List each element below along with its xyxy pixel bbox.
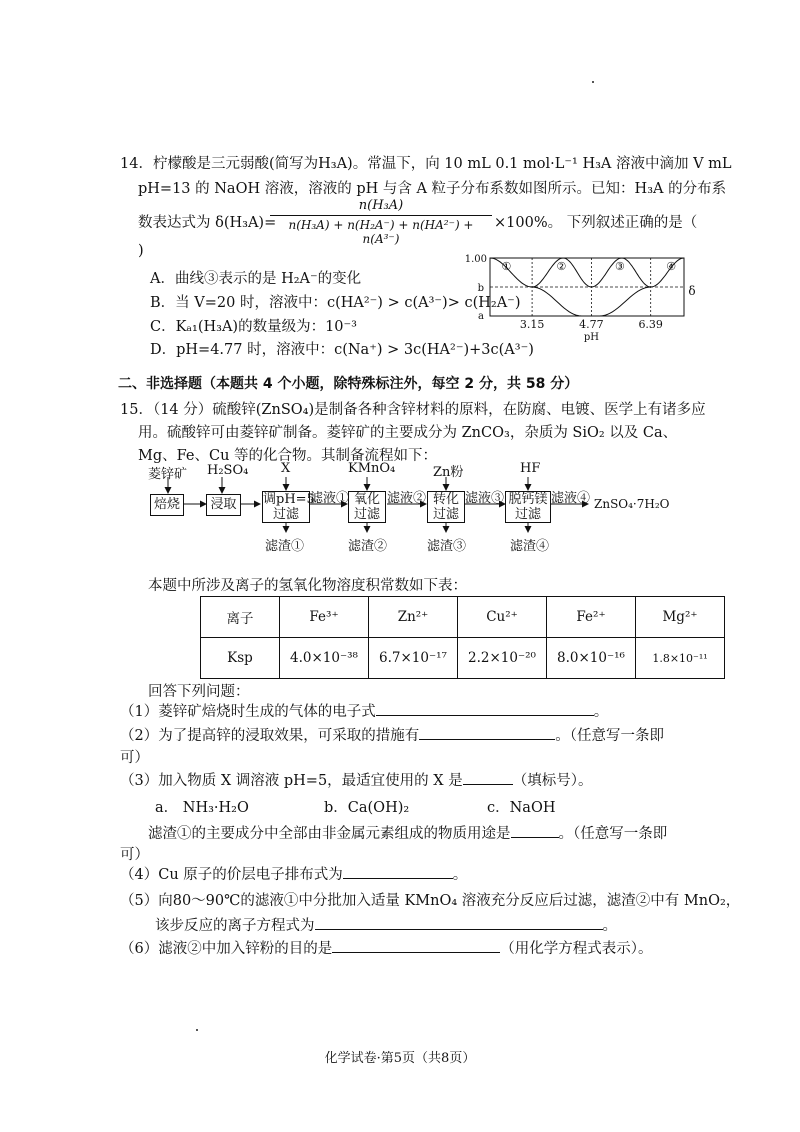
q14-option-b: B．当 V=20 时，溶液中：c(HA²⁻) > c(A³⁻)> c(H₂A⁻) xyxy=(150,295,521,311)
q15-line2: 用。硫酸锌可由菱锌矿制备。菱锌矿的主要成分为 ZnCO₃，杂质为 SiO₂ 以及 Ca、 xyxy=(138,425,678,441)
q3b-continue: 可） xyxy=(120,847,149,863)
filtrate-2: 滤液② xyxy=(387,491,427,506)
residue-3: 滤渣③ xyxy=(427,539,467,554)
curve-label: ③ xyxy=(615,260,625,273)
q14-line4: ) xyxy=(138,243,144,259)
answer-blank[interactable] xyxy=(332,938,500,953)
q3b-end: 。（任意写一条即 xyxy=(558,826,668,842)
step-convert: 转化 过滤 xyxy=(427,491,465,523)
q15-sub4 xyxy=(120,863,467,884)
q15-line1: 15．（14 分）硫酸锌(ZnSO₄)是制备各种含锌材料的原料，在防腐、电镀、医学上有诸多应 xyxy=(120,402,706,418)
table-row xyxy=(201,597,725,638)
ksp-table xyxy=(200,596,725,679)
table-cell: Cu²⁺ xyxy=(458,597,547,638)
y-axis-label: δ xyxy=(688,284,696,298)
product-label: ZnSO₄·7H₂O xyxy=(594,497,670,511)
q3-text: （3）加入物质 X 调溶液 pH=5，最适宜使用的 X 是 xyxy=(120,773,463,789)
curve-label: ② xyxy=(556,260,567,273)
answer-intro: 回答下列问题： xyxy=(148,684,250,700)
reagent-zn: Zn粉 xyxy=(433,465,464,480)
q14-option-d: D．pH=4.77 时，溶液中：c(Na⁺) > 3c(HA²⁻)+3c(A³⁻) xyxy=(150,342,534,358)
answer-blank[interactable] xyxy=(463,770,513,785)
q14-formula-suffix: ×100%。 下列叙述正确的是（ xyxy=(494,215,698,231)
q15-sub2 xyxy=(120,724,664,745)
q14-fraction xyxy=(270,198,492,246)
q3-option-b: b．Ca(OH)₂ xyxy=(324,800,410,816)
q2-continue: 可） xyxy=(120,750,149,766)
table-cell: Zn²⁺ xyxy=(369,597,458,638)
x-tick-label: 3.15 xyxy=(519,318,545,331)
q3-option-a: a． NH₃·H₂O xyxy=(155,800,249,816)
q4-text: （4）Cu 原子的价层电子排布式为 xyxy=(120,867,343,883)
q4-end: 。 xyxy=(452,867,468,883)
q14-option-c: C．Kₐ₁(H₃A)的数量级为：10⁻³ xyxy=(150,319,357,335)
q6-text: （6）滤液②中加入锌粉的目的是 xyxy=(120,941,333,957)
y-tick-label: a xyxy=(478,311,484,322)
page-footer: 化学试卷·第5页（共8页） xyxy=(324,1051,476,1066)
q14-line1: 14．柠檬酸是三元弱酸(简写为H₃A)。常温下，向 10 mL 0.1 mol·L⁻¹ H₃A 溶液中滴加 V mL xyxy=(120,156,732,172)
q15-sub3 xyxy=(120,769,592,790)
q1-text: （1）菱锌矿焙烧时生成的气体的电子式 xyxy=(120,704,376,720)
q2-text: （2）为了提高锌的浸取效果，可采取的措施有 xyxy=(120,728,420,744)
step-roast: 焙烧 xyxy=(150,494,184,516)
x-axis-label: pH xyxy=(583,332,599,343)
table-cell: 8.0×10⁻¹⁶ xyxy=(547,638,636,679)
speck xyxy=(196,1029,198,1031)
table-cell: Fe³⁺ xyxy=(280,597,369,638)
q15-line3: Mg、Fe、Cu 等的化合物。其制备流程如下： xyxy=(138,448,438,464)
table-cell: 6.7×10⁻¹⁷ xyxy=(369,638,458,679)
q14-formula-prefix: 数表达式为 δ(H₃A)= xyxy=(138,215,277,231)
fraction-numerator: n(H₃A) xyxy=(270,198,492,216)
q15-sub3b xyxy=(148,822,667,843)
table-cell: 离子 xyxy=(201,597,280,638)
filtrate-1: 滤液① xyxy=(310,491,350,506)
curve-label: ④ xyxy=(666,260,677,273)
q3-option-c: c．NaOH xyxy=(487,800,556,816)
y-tick-label: 1.00 xyxy=(464,254,487,265)
residue-2: 滤渣② xyxy=(348,539,388,554)
answer-blank[interactable] xyxy=(343,864,453,879)
speck xyxy=(592,81,594,83)
step-decalcify: 脱钙镁 过滤 xyxy=(505,491,551,523)
q14-line2: pH=13 的 NaOH 溶液，溶液的 pH 与含 A 粒子分布系数如图所示。已知：H₃A 的分布系 xyxy=(138,181,727,197)
table-cell: 4.0×10⁻³⁸ xyxy=(280,638,369,679)
reagent-x: X xyxy=(281,461,291,476)
fraction-denominator: n(H₃A) + n(H₂A⁻) + n(HA²⁻) + n(A³⁻) xyxy=(288,218,474,246)
residue-4: 滤渣④ xyxy=(510,539,550,554)
table-cell: 2.2×10⁻²⁰ xyxy=(458,638,547,679)
residue-1: 滤渣① xyxy=(265,539,305,554)
q1-end: 。 xyxy=(593,704,609,720)
table-cell: Fe²⁺ xyxy=(547,597,636,638)
answer-blank[interactable] xyxy=(511,823,559,838)
q3-end: （填标号）。 xyxy=(512,773,593,789)
distribution-chart xyxy=(462,250,696,350)
answer-blank[interactable] xyxy=(376,701,594,716)
step-oxidize: 氧化 过滤 xyxy=(348,491,386,523)
step-adjust-ph: 调pH=5 过滤 xyxy=(263,492,315,522)
q14-option-a: A．曲线③表示的是 H₂A⁻的变化 xyxy=(150,271,362,287)
table-intro: 本题中所涉及离子的氢氧化物溶度积常数如下表： xyxy=(148,578,467,594)
table-row xyxy=(201,638,725,679)
answer-blank[interactable] xyxy=(419,725,555,740)
y-tick-label: b xyxy=(477,283,484,294)
x-tick-label: 4.77 xyxy=(579,318,604,331)
q6-end: （用化学方程式表示）。 xyxy=(500,941,653,957)
section-title: 二、非选择题（本题共 4 个小题，除特殊标注外，每空 2 分，共 58 分） xyxy=(118,376,579,392)
reagent-kmno4: KMnO₄ xyxy=(348,461,396,476)
table-cell: Ksp xyxy=(201,638,280,679)
answer-blank[interactable] xyxy=(315,915,603,930)
reagent-ore: 菱锌矿 xyxy=(148,467,188,482)
curve-label: ① xyxy=(501,260,512,273)
table-cell: 1.8×10⁻¹¹ xyxy=(636,638,725,679)
q15-sub5: （5）向80～90℃的滤液①中分批加入适量 KMnO₄ 溶液充分反应后过滤，滤渣②中有 MnO₂， xyxy=(120,893,741,909)
q5b-text: 该步反应的离子方程式为 xyxy=(155,918,315,934)
x-tick-label: 6.39 xyxy=(638,318,663,331)
reagent-hf: HF xyxy=(520,461,541,476)
reagent-h2so4: H₂SO₄ xyxy=(207,463,249,478)
filtrate-3: 滤液③ xyxy=(465,491,505,506)
q3b-text: 滤渣①的主要成分中全部由非金属元素组成的物质用途是 xyxy=(148,826,511,842)
q2-end: 。（任意写一条即 xyxy=(555,728,664,744)
table-cell: Mg²⁺ xyxy=(636,597,725,638)
q15-sub6 xyxy=(120,937,652,958)
filtrate-4: 滤液④ xyxy=(551,491,591,506)
q15-sub1 xyxy=(120,700,608,721)
q15-sub5b xyxy=(155,914,617,935)
q5b-end: 。 xyxy=(602,918,617,934)
step-leach: 浸取 xyxy=(206,494,241,516)
